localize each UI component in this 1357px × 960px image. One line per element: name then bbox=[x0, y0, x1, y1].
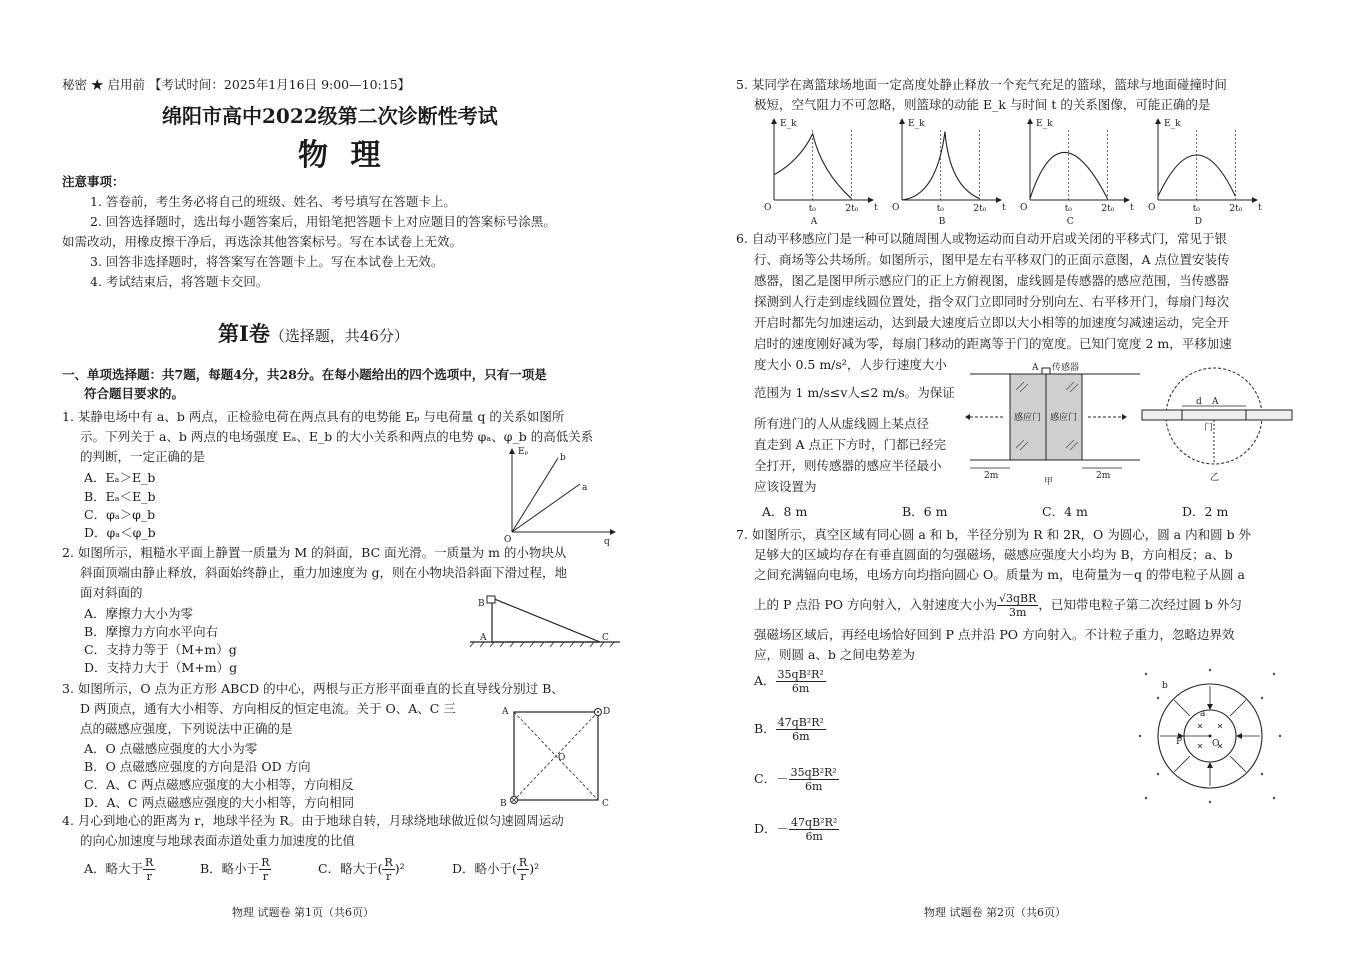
origin-label: O bbox=[892, 203, 900, 213]
question-3-text: D 两顶点，通有大小相等、方向相反的恒定电流。关于 O、A、C 三 bbox=[80, 701, 456, 716]
figure-yi-label: 乙 bbox=[1210, 473, 1220, 483]
option-a: A．O 点磁感应强度的大小为零 bbox=[84, 741, 258, 756]
distance-d-label: d bbox=[1196, 397, 1202, 407]
vertex-a: A bbox=[480, 633, 487, 643]
q6-door-top-figure bbox=[1142, 368, 1292, 484]
ek-curve bbox=[902, 132, 979, 200]
origin-label: O bbox=[764, 203, 772, 213]
option-d: D．φₐ＜φ_b bbox=[84, 525, 156, 540]
question-1-text: 1. 某静电场中有 a、b 两点，正检验电荷在两点具有的电势能 Eₚ 与电荷量 q 的关系如图所 bbox=[62, 409, 565, 424]
q2-incline-figure bbox=[470, 594, 620, 650]
question-6-text: 探测到人行走到虚线圆位置处，指令双门立即同时分别向左、右平移开门，每扇门每次 bbox=[754, 294, 1230, 309]
page-footer: 物理 试题卷 第2页（共6页） bbox=[924, 906, 1066, 919]
origin-label: O bbox=[1148, 203, 1156, 213]
vertex-c: C bbox=[602, 799, 609, 809]
option-d: D．略小于( $\frac{R}{r}$ )² bbox=[452, 856, 540, 883]
question-2-text: 面对斜面的 bbox=[80, 585, 143, 600]
question-7-text: 强磁场区域后，再经电场恰好回到 P 点并沿 PO 方向射入。不计粒子重力，忽略边界效 bbox=[754, 627, 1235, 642]
question-5-text: 极短，空气阻力不可忽略，则篮球的动能 E_k 与时间 t 的关系图像，可能正确的是 bbox=[754, 97, 1211, 112]
figure-jia-label: 甲 bbox=[1044, 477, 1054, 487]
t-axis-label: t bbox=[1002, 203, 1006, 213]
t-axis-label: t bbox=[874, 203, 878, 213]
question-7-text: 上的 P 点沿 PO 方向射入，入射速度大小为 $\frac{\text{√3qBR}}{3m}$ ，已知带电粒子第二次经过圆 b 外匀 bbox=[754, 592, 1242, 619]
vertex-c: C bbox=[602, 633, 609, 643]
center-o: O bbox=[558, 753, 566, 763]
question-7-text: 应，则圆 a、b 之间电势差为 bbox=[754, 647, 915, 662]
question-4-text: 的向心加速度与地球表面赤道处重力加速度的比值 bbox=[80, 833, 356, 848]
2t0-label: 2t₀ bbox=[1101, 204, 1115, 214]
question-6-text: 6. 自动平移感应门是一种可以随周围人或物运动而自动开启或关闭的平移式门，常见于银 bbox=[736, 231, 1227, 246]
origin-label: O bbox=[1020, 203, 1028, 213]
question-6-text: 行、商场等公共场所。如图所示，图甲是左右平移双门的正面示意图，A 点位置安装传 bbox=[754, 252, 1230, 267]
option-a: A．8 m bbox=[762, 504, 808, 519]
point-p-label: P bbox=[1176, 737, 1183, 747]
option-b: B．Eₐ＜E_b bbox=[84, 489, 156, 504]
x-axis-label: q bbox=[604, 537, 610, 547]
part-heading: 一、单项选择题：共7题，每题4分，共28分。在每小题给出的四个选项中，只有一项是 bbox=[62, 367, 547, 382]
q6-door-front-figure bbox=[970, 362, 1140, 486]
circle-b-label: b bbox=[1162, 681, 1168, 691]
question-6-text: 所有进门的人从虚线圆上某点径 bbox=[754, 416, 930, 431]
ek-graph-d bbox=[1148, 118, 1262, 227]
question-6-text: 感器，图乙是图甲所示感应门的正上方俯视图，虚线圆是传感器的感应范围，当传感器 bbox=[754, 273, 1230, 288]
question-7-text: 之间充满辐向电场，电场方向均指向圆心 O。质量为 m，电荷量为－q 的带电粒子从圆 a bbox=[754, 567, 1245, 582]
option-c: C．－ $\frac{\text{35qB²R²}}{6m}$ bbox=[754, 766, 837, 793]
graph-option-label: B bbox=[938, 217, 946, 227]
option-b: B．O 点磁感应强度的方向是沿 OD 方向 bbox=[84, 759, 311, 774]
origin-label: O bbox=[504, 535, 512, 545]
option-a: A．Eₐ＞E_b bbox=[84, 470, 156, 485]
option-b: B． $\frac{\text{47qB²R²}}{6m}$ bbox=[754, 716, 824, 743]
notice-item: 3. 回答非选择题时，将答案写在答题卡上。写在本试卷上无效。 bbox=[90, 254, 444, 269]
circle-a-label: a bbox=[1200, 709, 1206, 719]
option-c: C．A、C 两点磁感应强度的大小相等，方向相反 bbox=[84, 777, 354, 792]
notice-item: 1. 答卷前，考生务必将自己的班级、姓名、考号填写在答题卡上。 bbox=[90, 194, 456, 209]
ek-graph-a bbox=[764, 118, 878, 227]
question-6-text: 应该设置为 bbox=[754, 479, 817, 494]
ek-graph-c bbox=[1020, 118, 1134, 227]
velocity-fraction: $\frac{\text{√3qBR}}{3m}$ bbox=[998, 592, 1037, 619]
exam-title: 绵阳市高中2022级第二次诊断性考试 bbox=[162, 104, 498, 128]
2t0-label: 2t₀ bbox=[845, 204, 859, 214]
notice-heading: 注意事项： bbox=[62, 174, 125, 189]
gap-right-label: 2m bbox=[1096, 471, 1111, 481]
question-2-text: 斜面顶端由静止释放，斜面始终静止，重力加速度为 g，则在小物块沿斜面下滑过程，地 bbox=[80, 565, 567, 580]
question-1-text: 的判断，一定正确的是 bbox=[80, 449, 206, 464]
ek-axis-arrow bbox=[771, 118, 777, 124]
exam-page-1 bbox=[0, 0, 678, 960]
t-axis-label: t bbox=[1258, 203, 1262, 213]
question-1-text: 示。下列关于 a、b 两点的电场强度 Eₐ、E_b 的大小关系和两点的电势 φₐ、φ_b 的高低关系 bbox=[80, 429, 594, 444]
subject-title: 物 理 bbox=[298, 138, 387, 173]
option-d: D．A、C 两点磁感应强度的大小相等，方向相同 bbox=[84, 795, 355, 810]
option-c: C．支持力等于（M+m）g bbox=[84, 642, 237, 657]
section-title: 第Ⅰ卷（选择题，共46分） bbox=[218, 321, 409, 346]
question-6-text: 开启时都先匀加速运动，达到最大速度后立即以大小相等的加速度匀减速运动，完全开 bbox=[754, 315, 1230, 330]
point-a-label: A bbox=[1212, 397, 1219, 407]
question-6-text: 启时的速度刚好减为零，每扇门移动的距离等于门的宽度。已知门宽度 2 m，平移加速 bbox=[754, 336, 1232, 351]
point-a-label: A bbox=[1032, 363, 1039, 373]
vertex-a: A bbox=[502, 707, 509, 717]
question-2-text: 2. 如图所示，粗糙水平面上静置一质量为 M 的斜面，BC 面光滑。一质量为 m 的小物块从 bbox=[62, 545, 567, 560]
notice-item: 2. 回答选择题时，选出每小题答案后，用铅笔把答题卡上对应题目的答案标号涂黑。 bbox=[90, 214, 556, 229]
t0-label: t₀ bbox=[808, 204, 816, 214]
ek-axis-arrow bbox=[1155, 118, 1161, 124]
ek-graph-b bbox=[892, 118, 1006, 227]
t0-label: t₀ bbox=[936, 204, 944, 214]
option-b: B．摩擦力方向水平向右 bbox=[84, 624, 219, 639]
q5-ek-t-graphs bbox=[766, 120, 1306, 230]
t0-label: t₀ bbox=[1192, 204, 1200, 214]
line-b-label: b bbox=[560, 453, 566, 463]
ek-axis-arrow bbox=[899, 118, 905, 124]
option-d: D．2 m bbox=[1182, 504, 1229, 519]
door-left-label: 感应门 bbox=[1014, 413, 1042, 423]
option-c: C．4 m bbox=[1042, 504, 1088, 519]
option-a: A． $\frac{\text{35qB²R²}}{6m}$ bbox=[754, 668, 824, 695]
door-right-label: 感应门 bbox=[1050, 413, 1078, 423]
graph-option-label: C bbox=[1066, 217, 1074, 227]
question-5-text: 5. 某同学在离篮球场地面一定高度处静止释放一个充气充足的篮球，篮球与地面碰撞时间 bbox=[736, 77, 1227, 92]
page-footer: 物理 试题卷 第1页（共6页） bbox=[232, 906, 374, 919]
vertex-b: B bbox=[500, 799, 507, 809]
2t0-label: 2t₀ bbox=[1229, 204, 1243, 214]
question-6-text: 范围为 1 m/s≤v人≤2 m/s。为保证 bbox=[754, 385, 955, 400]
q3-square-figure bbox=[500, 704, 620, 808]
vertex-b: B bbox=[478, 599, 485, 609]
ek-axis-label: E_k bbox=[1036, 119, 1053, 129]
question-7-text: 7. 如图所示，真空区域有同心圆 a 和 b，半径分别为 R 和 2R，O 为圆心，圆 a 内和圆 b 外 bbox=[736, 527, 1252, 542]
question-7-text: 足够大的区域均存在有垂直圆面的匀强磁场，磁感应强度大小均为 B，方向相反；a、b bbox=[754, 547, 1233, 562]
question-3-text: 点的磁感应强度，下列说法中正确的是 bbox=[80, 721, 293, 736]
part-heading: 符合题目要求的。 bbox=[84, 386, 185, 401]
option-d: D．－ $\frac{\text{47qB²R²}}{6m}$ bbox=[754, 816, 838, 843]
q1-ep-q-graph bbox=[500, 446, 620, 547]
option-b: B．6 m bbox=[902, 504, 948, 519]
question-6-text: 直走到 A 点正下方时，门都已经完 bbox=[754, 437, 946, 452]
ek-axis-label: E_k bbox=[780, 119, 797, 129]
secret-line: 秘密 ★ 启用前 【考试时间：2025年1月16日 9:00—10:15】 bbox=[62, 77, 411, 92]
option-a: A．略大于 $\frac{R}{r}$ bbox=[84, 856, 154, 883]
exam-page-2 bbox=[678, 0, 1357, 960]
door-label: 门 bbox=[1204, 423, 1214, 433]
ek-axis-label: E_k bbox=[908, 119, 925, 129]
line-a-label: a bbox=[582, 483, 588, 493]
question-4-text: 4. 月心到地心的距离为 r，地球半径为 R。由于地球自转，月球绕地球做近似匀速圆周运动 bbox=[62, 813, 564, 828]
sensor-label: 传感器 bbox=[1052, 363, 1080, 373]
ek-axis-arrow bbox=[1027, 118, 1033, 124]
q7-concentric-field-figure bbox=[1136, 668, 1286, 804]
center-o-label: O bbox=[1212, 739, 1220, 749]
y-axis-label: Eₚ bbox=[518, 447, 529, 457]
ek-axis-label: E_k bbox=[1164, 119, 1181, 129]
question-6-text: 度大小 0.5 m/s²，人步行速度大小 bbox=[754, 357, 947, 372]
option-b: B．略小于 $\frac{R}{r}$ bbox=[200, 856, 270, 883]
graph-option-label: A bbox=[810, 217, 818, 227]
vertex-d: D bbox=[603, 707, 611, 717]
notice-item: 4. 考试结束后，将答题卡交回。 bbox=[90, 274, 269, 289]
graph-option-label: D bbox=[1194, 217, 1202, 227]
t0-label: t₀ bbox=[1064, 204, 1072, 214]
option-d: D．支持力大于（M+m）g bbox=[84, 660, 238, 675]
2t0-label: 2t₀ bbox=[973, 204, 987, 214]
notice-item: 如需改动，用橡皮擦干净后，再选涂其他答案标号。写在本试卷上无效。 bbox=[62, 234, 463, 249]
option-c: C．略大于( $\frac{R}{r}$ )² bbox=[318, 856, 405, 883]
t-axis-label: t bbox=[1130, 203, 1134, 213]
question-6-text: 全打开，则传感器的感应半径最小 bbox=[754, 458, 942, 473]
question-3-text: 3. 如图所示，O 点为正方形 ABCD 的中心，两根与正方形平面垂直的长直导线分别过 B、 bbox=[62, 681, 564, 696]
option-a: A．摩擦力大小为零 bbox=[84, 606, 194, 621]
option-c: C．φₐ＞φ_b bbox=[84, 507, 156, 522]
gap-left-label: 2m bbox=[984, 471, 999, 481]
